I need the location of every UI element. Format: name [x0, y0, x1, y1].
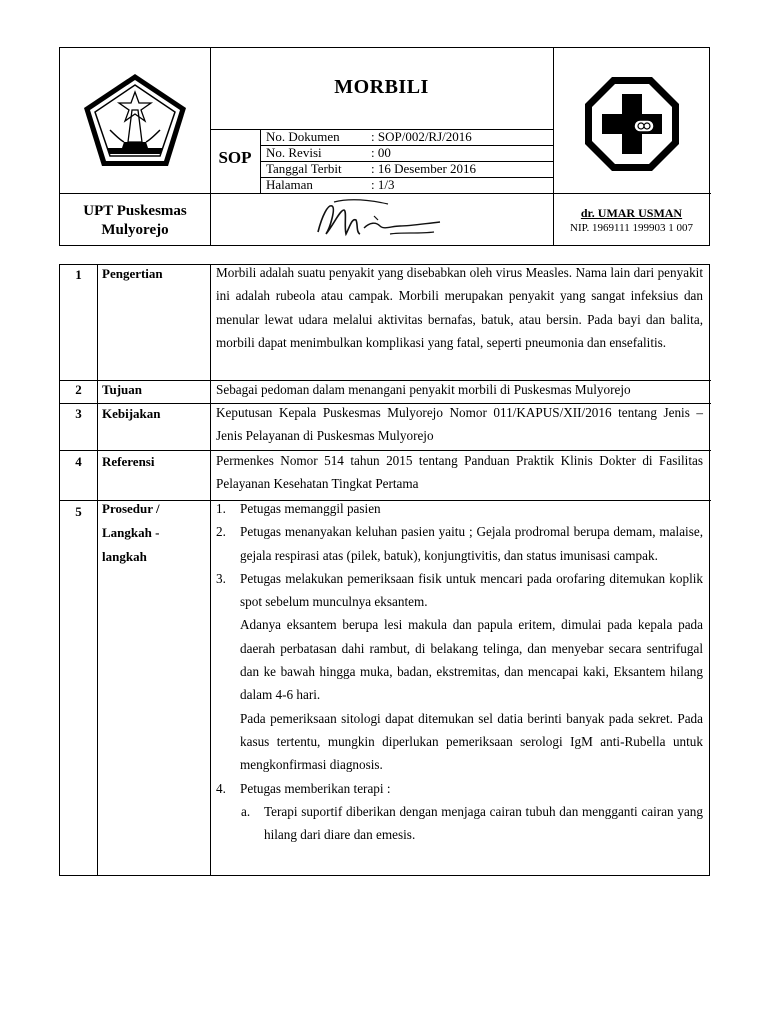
row-text-referensi: Permenkes Nomor 514 tahun 2015 tentang Panduan Praktik Klinis Dokter di Fasilitas Pelayanan Kesehatan Tingkat Pertama	[216, 453, 703, 492]
meta-row-page	[260, 177, 552, 193]
meta-row-revision	[260, 145, 552, 161]
document-title: MORBILI	[334, 76, 429, 98]
divider	[97, 265, 98, 875]
meta-key: Halaman	[266, 177, 313, 192]
row-label-line: langkah	[102, 549, 147, 564]
row-number: 4	[75, 454, 82, 469]
row-number: 3	[75, 406, 82, 421]
row-number: 1	[75, 267, 82, 282]
row-label: Pengertian	[102, 266, 163, 281]
divider	[60, 193, 711, 194]
row-label-prosedur	[102, 497, 207, 569]
signer-block	[553, 206, 710, 234]
signature-image	[310, 196, 450, 242]
step-text: Petugas memberikan terapi :	[240, 780, 391, 796]
row-label: Referensi	[102, 454, 155, 469]
organization-line-2: Mulyorejo	[101, 222, 169, 238]
signer-nip: NIP. 1969111 199903 1 007	[570, 222, 693, 234]
step-number: 4.	[216, 780, 226, 796]
meta-value: : SOP/002/RJ/2016	[371, 129, 472, 144]
step-text: Petugas melakukan pemeriksaan fisik untuk mencari pada orofaring ditemukan koplik spot sebelum munculnya eksantem.	[240, 570, 703, 610]
step-item	[216, 777, 703, 800]
sub-step-text: Terapi suportif diberikan dengan menjaga cairan tubuh dan mengganti cairan yang hilang dari diare dan emesis.	[264, 803, 703, 843]
meta-value: : 16 Desember 2016	[371, 161, 477, 176]
row-label-line: Prosedur /	[102, 501, 160, 516]
row-label-line: Langkah -	[102, 525, 160, 540]
meta-value: : 1/3	[371, 177, 395, 192]
divider	[210, 265, 211, 875]
step-item	[216, 567, 703, 614]
meta-row-document-number	[260, 129, 552, 145]
meta-row-issue-date	[260, 161, 552, 177]
sop-header	[59, 47, 710, 246]
step-paragraph: Adanya eksantem berupa lesi makula dan papula eritem, dimulai pada kepala pada daerah perbatasan dahi rambut, di belakang telinga, dan menyebar secara sentrifugal dan ke bawah hingga muka, badan, ekstremitas, dan mencapai kaki, Eksantem hilang dalam 4-6 hari.	[240, 617, 703, 703]
row-text-tujuan: Sebagai pedoman dalam menangani penyakit morbili di Puskesmas Mulyorejo	[216, 382, 631, 397]
step-text: Petugas menanyakan keluhan pasien yaitu ; Gejala prodromal berupa demam, malaise, gejala respirasi atas (pilek, batuk), konjungtivitis, dan status imunisasi campak.	[240, 524, 703, 563]
meta-value: : 00	[371, 145, 391, 160]
signer-name: dr. UMAR USMAN	[580, 206, 683, 220]
step-paragraph: Pada pemeriksaan sitologi dapat ditemukan sel datia berinti banyak pada sekret. Pada kasus tertentu, mungkin diperlukan pemeriksaan serologi IgM anti-Rubella untuk mengkonfirmasi diagnosis.	[240, 710, 703, 773]
row-label: Kebijakan	[102, 406, 161, 421]
puskesmas-logo	[582, 74, 682, 174]
sub-step-item	[216, 800, 703, 847]
row-text-pengertian: Morbili adalah suatu penyakit yang disebabkan oleh virus Measles. Nama lain dari penyakit ini adalah rubeola atau campak. Morbili merupakan penyakit yang sangat infeksius dan menular lewat udara melalui aktivitas bernafas, batuk, atau bersin. Pada bayi dan balita, morbili dapat menimbulkan komplikasi yang fatal, seperti pneumonia dan ensefalitis.	[216, 265, 703, 350]
step-item	[216, 520, 703, 567]
step-text: Petugas memanggil pasien	[240, 501, 381, 516]
meta-key: No. Dokumen	[266, 129, 340, 144]
organization-name	[60, 202, 210, 240]
procedure-steps	[216, 497, 703, 846]
meta-key: No. Revisi	[266, 145, 322, 160]
sop-label: SOP	[218, 148, 252, 167]
step-item	[216, 497, 703, 520]
row-label: Tujuan	[102, 382, 142, 397]
regency-seal-logo	[80, 70, 190, 170]
row-text-kebijakan: Keputusan Kepala Puskesmas Mulyorejo Nomor 011/KAPUS/XII/2016 tentang Jenis – Jenis Pelayanan di Puskesmas Mulyorejo	[216, 405, 703, 444]
organization-line-1: UPT Puskesmas	[83, 203, 187, 219]
procedure-table	[59, 264, 710, 876]
step-number: 2.	[216, 524, 226, 540]
step-number: 3.	[216, 570, 226, 586]
sub-step-letter: a.	[241, 803, 251, 819]
meta-key: Tanggal Terbit	[266, 161, 342, 176]
step-number: 1.	[216, 501, 226, 516]
row-number: 5	[75, 504, 82, 519]
row-number: 2	[75, 382, 82, 397]
